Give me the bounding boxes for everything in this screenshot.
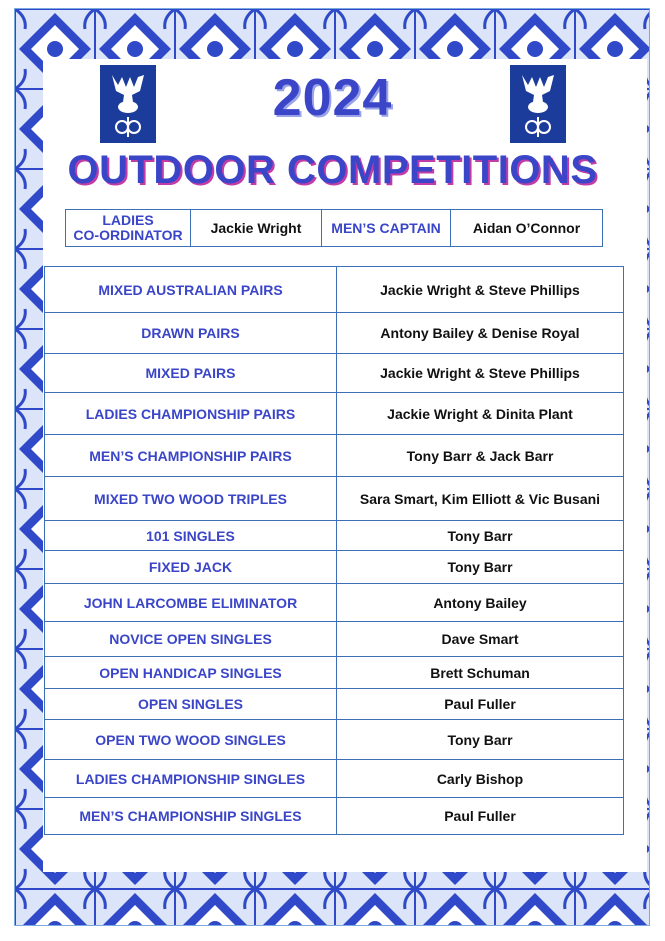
event-name: LADIES CHAMPIONSHIP PAIRS: [45, 393, 337, 435]
winner-name: Sara Smart, Kim Elliott & Vic Busani: [337, 477, 624, 521]
winner-name: Jackie Wright & Steve Phillips: [337, 354, 624, 393]
winner-name: Jackie Wright & Dinita Plant: [337, 393, 624, 435]
winner-name: Tony Barr: [337, 521, 624, 551]
page-title: OUTDOOR COMPETITIONS: [67, 148, 598, 192]
event-name: MEN’S CHAMPIONSHIP PAIRS: [45, 435, 337, 477]
winner-name: Tony Barr: [337, 551, 624, 584]
table-row: [45, 393, 624, 435]
officials-row: [66, 210, 603, 247]
winner-name: Antony Bailey & Denise Royal: [337, 313, 624, 354]
officials-table: [65, 209, 603, 247]
table-row: [45, 313, 624, 354]
table-row: [45, 354, 624, 393]
event-name: OPEN SINGLES: [45, 689, 337, 720]
official-role: MEN’S CAPTAIN: [322, 210, 451, 247]
event-name: MIXED AUSTRALIAN PAIRS: [45, 267, 337, 313]
winner-name: Tony Barr & Jack Barr: [337, 435, 624, 477]
winner-name: Paul Fuller: [337, 689, 624, 720]
table-row: [45, 551, 624, 584]
competition-results-table: [44, 266, 624, 835]
winner-name: Carly Bishop: [337, 760, 624, 798]
table-row: [45, 657, 624, 689]
table-row: [45, 689, 624, 720]
official-name: Aidan O’Connor: [451, 210, 603, 247]
official-role: LADIES CO-ORDINATOR: [66, 210, 191, 247]
winner-name: Brett Schuman: [337, 657, 624, 689]
table-row: [45, 477, 624, 521]
table-row: [45, 760, 624, 798]
table-row: [45, 584, 624, 622]
event-name: OPEN TWO WOOD SINGLES: [45, 720, 337, 760]
table-row: [45, 720, 624, 760]
table-row: [45, 622, 624, 657]
table-row: [45, 798, 624, 835]
event-name: JOHN LARCOMBE ELIMINATOR: [45, 584, 337, 622]
official-name: Jackie Wright: [191, 210, 322, 247]
winner-name: Tony Barr: [337, 720, 624, 760]
event-name: LADIES CHAMPIONSHIP SINGLES: [45, 760, 337, 798]
event-name: MIXED TWO WOOD TRIPLES: [45, 477, 337, 521]
winner-name: Jackie Wright & Steve Phillips: [337, 267, 624, 313]
winner-name: Dave Smart: [337, 622, 624, 657]
table-row: [45, 521, 624, 551]
table-row: [45, 267, 624, 313]
event-name: NOVICE OPEN SINGLES: [45, 622, 337, 657]
event-name: DRAWN PAIRS: [45, 313, 337, 354]
table-row: [45, 435, 624, 477]
winner-name: Paul Fuller: [337, 798, 624, 835]
winner-name: Antony Bailey: [337, 584, 624, 622]
event-name: FIXED JACK: [45, 551, 337, 584]
event-name: MEN’S CHAMPIONSHIP SINGLES: [45, 798, 337, 835]
event-name: OPEN HANDICAP SINGLES: [45, 657, 337, 689]
event-name: 101 SINGLES: [45, 521, 337, 551]
event-name: MIXED PAIRS: [45, 354, 337, 393]
year-heading: 2024: [272, 69, 393, 127]
